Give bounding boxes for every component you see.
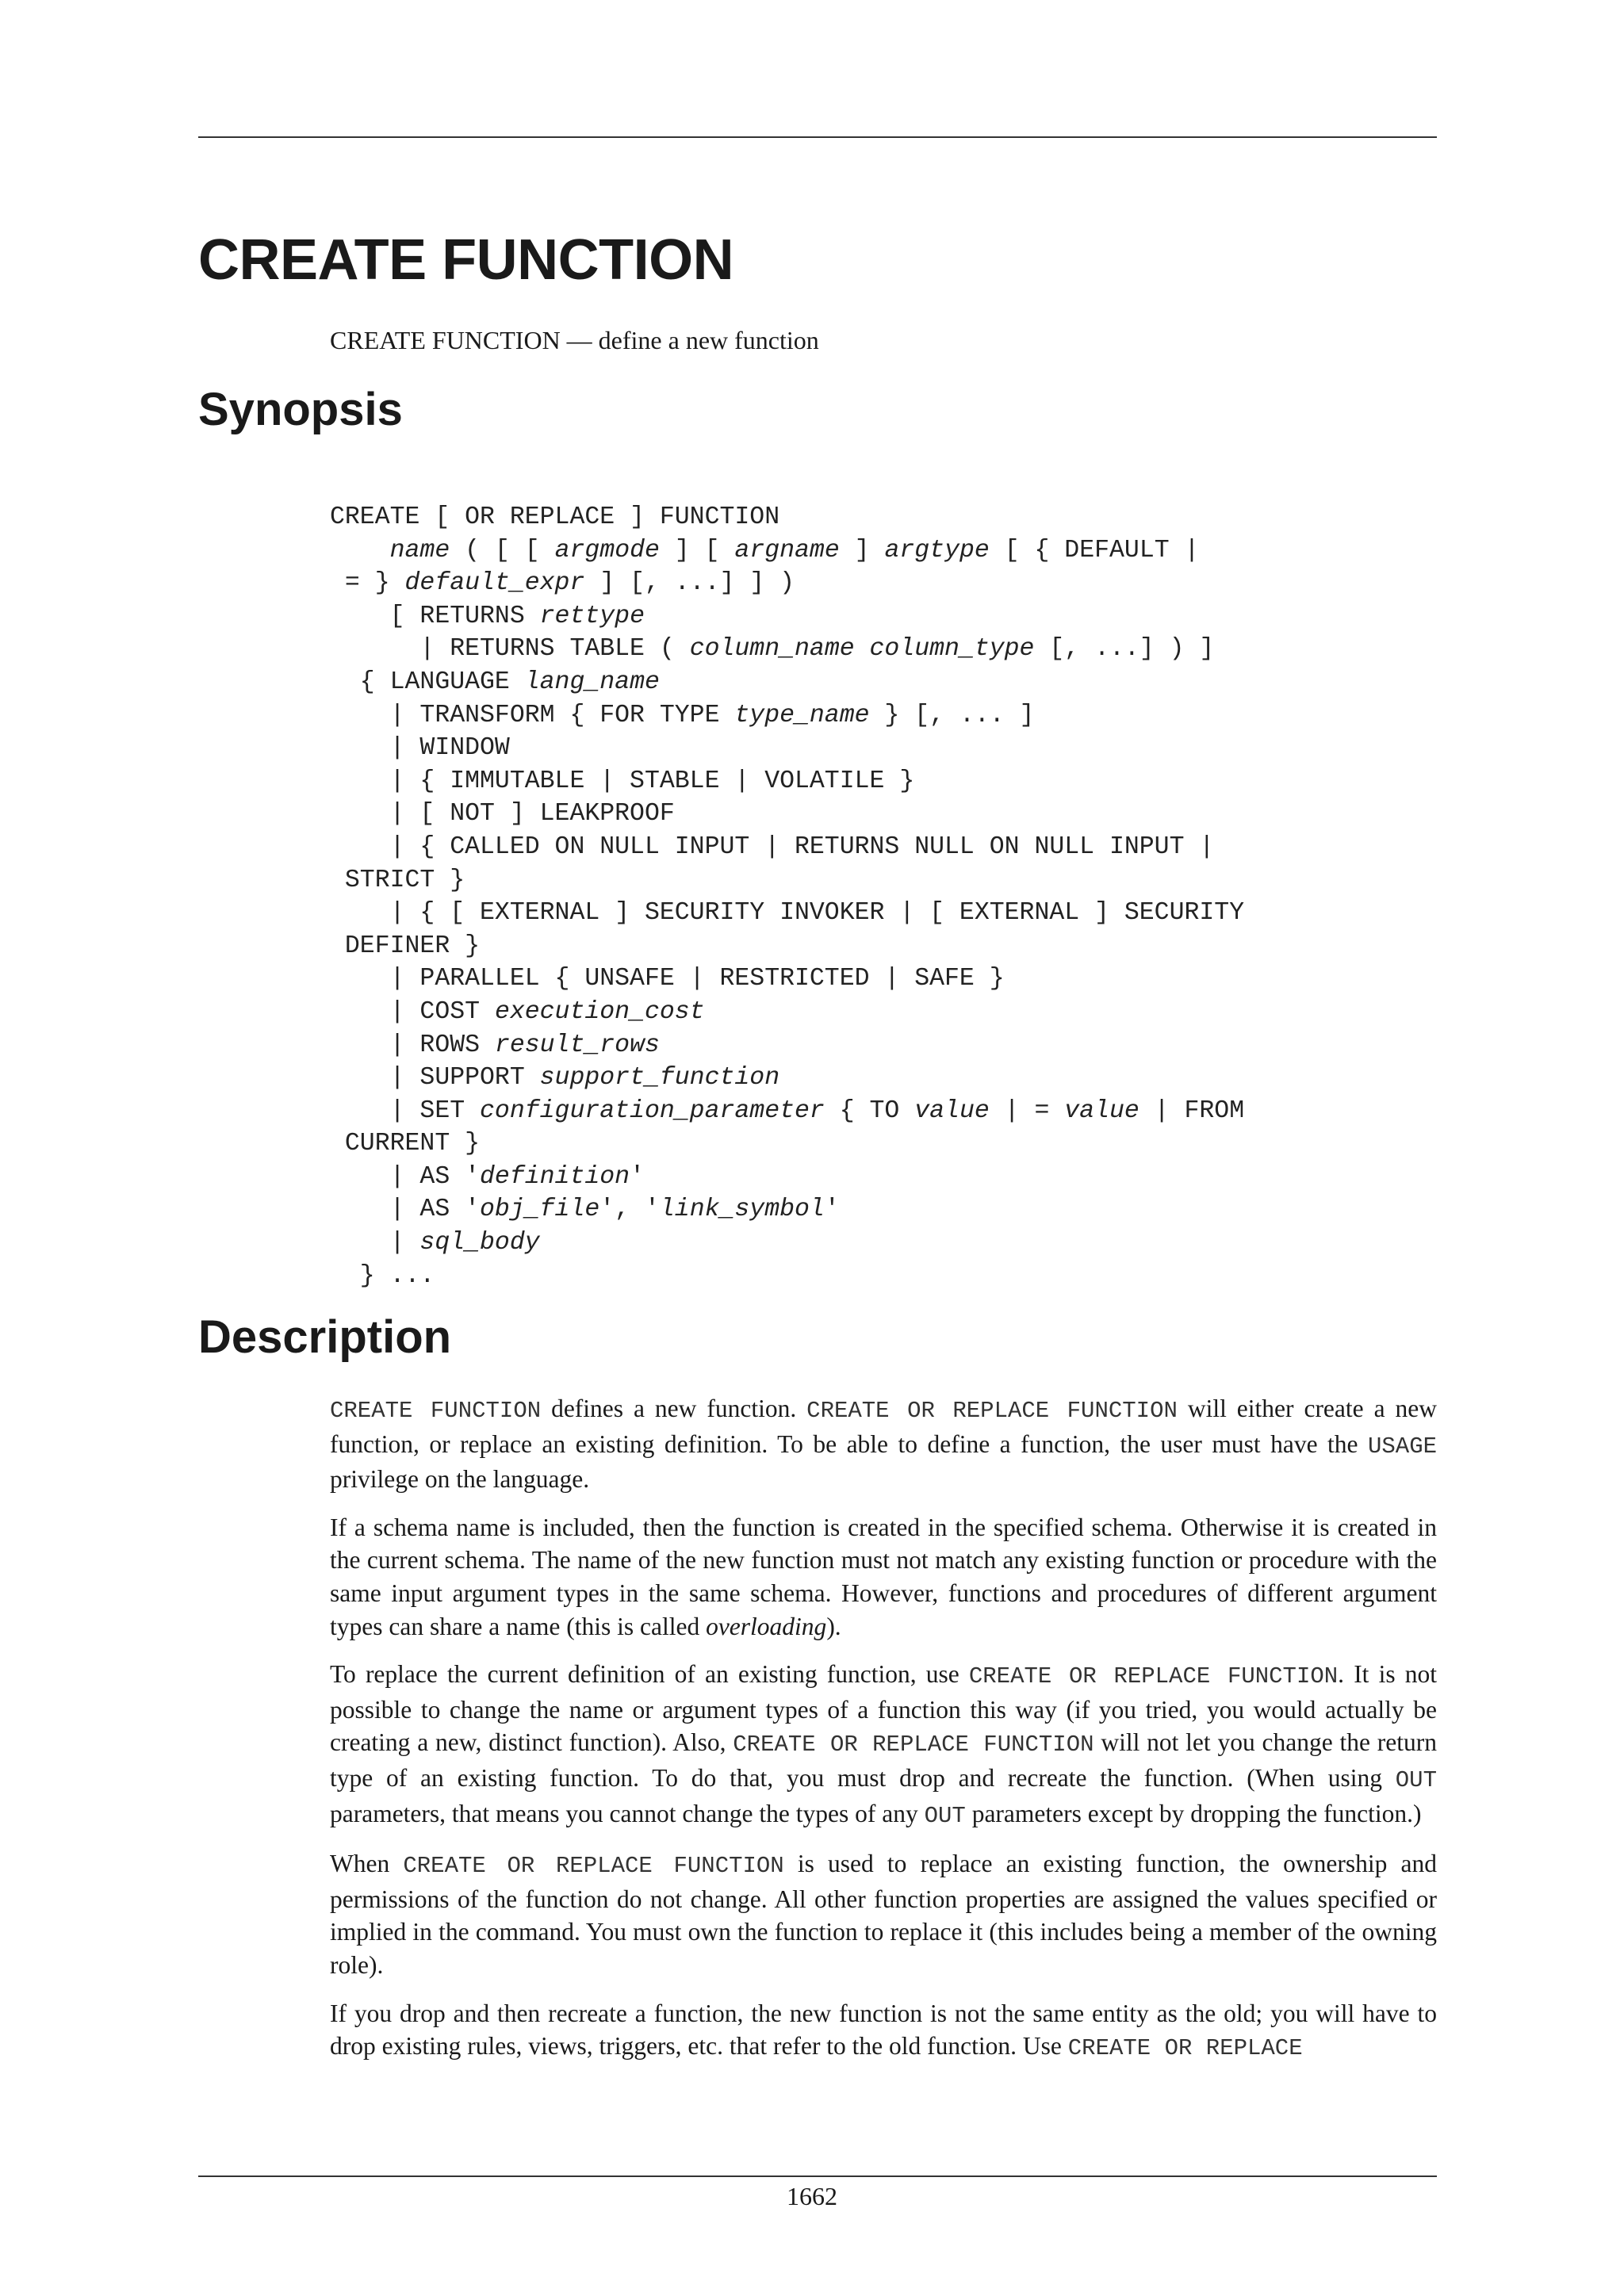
synopsis-text: | { CALLED ON NULL INPUT | RETURNS NULL ON NULL INPUT | [330, 832, 1215, 861]
synopsis-line [330, 734, 510, 762]
synopsis-line [330, 603, 645, 630]
synopsis-text: | { IMMUTABLE | STABLE | VOLATILE } [330, 767, 915, 795]
paragraph-text: is used to replace an existing function, the ownership and permissions of the function do not change. All other function properties are assigned the values specified or implied in the command. You must own the function to replace it (this includes being a member of the owning role). [330, 1850, 1437, 1979]
inline-code: CREATE OR REPLACE FUNCTION [733, 1732, 1094, 1758]
synopsis-text: } ... [330, 1261, 435, 1290]
synopsis-text: ] [ [659, 536, 735, 564]
synopsis-placeholder: support_function [539, 1064, 780, 1093]
header-rule [198, 136, 1437, 138]
inline-code: OUT [1395, 1766, 1437, 1793]
synopsis-line [330, 1130, 480, 1158]
synopsis-text: { LANGUAGE [330, 668, 525, 696]
synopsis-line [330, 1262, 435, 1290]
inline-code: CREATE FUNCTION [330, 1398, 542, 1424]
synopsis-placeholder: execution_cost [494, 997, 705, 1026]
synopsis-line [330, 932, 480, 960]
synopsis-text: CREATE [ OR REPLACE ] FUNCTION [330, 503, 780, 531]
synopsis-heading: Synopsis [198, 384, 403, 435]
inline-code: CREATE OR REPLACE [1067, 2035, 1303, 2062]
synopsis-text: | AS ' [330, 1162, 481, 1191]
synopsis-line [330, 668, 660, 696]
synopsis-text: | = [989, 1096, 1065, 1125]
synopsis-text: [ { DEFAULT | [989, 536, 1200, 564]
synopsis-placeholder: default_expr [404, 569, 585, 598]
synopsis-text: CURRENT } [330, 1130, 481, 1158]
synopsis-line [330, 1031, 660, 1059]
synopsis-text: { TO [824, 1096, 915, 1125]
synopsis-placeholder: argtype [884, 536, 990, 564]
synopsis-line [330, 767, 914, 795]
paragraph-text: . It is not possible to change the name or argument types of a function this way (if you tried, you would actually be creating a new, distinct function). Also, [330, 1660, 1437, 1757]
inline-code: OUT [924, 1802, 966, 1829]
synopsis-text: STRICT } [330, 866, 465, 894]
synopsis-text: ] [839, 536, 885, 564]
paragraph-text: When [330, 1850, 404, 1878]
synopsis-line [330, 1229, 540, 1257]
synopsis-placeholder: result_rows [494, 1031, 660, 1059]
synopsis-text: DEFINER } [330, 932, 481, 960]
footer-rule [198, 2175, 1437, 2177]
paragraph-text: privilege on the language. [330, 1465, 590, 1494]
description-paragraph [330, 1847, 1437, 1981]
synopsis-text: ( [ [ [450, 536, 555, 564]
synopsis-line [330, 867, 465, 894]
inline-code: CREATE OR REPLACE FUNCTION [806, 1398, 1178, 1424]
synopsis-text: [, ...] ) ] [1034, 635, 1215, 664]
page-title: CREATE FUNCTION [198, 228, 734, 292]
paragraph-text: To replace the current definition of an existing function, use [330, 1660, 969, 1689]
synopsis-text: | SET [330, 1096, 481, 1125]
synopsis-line [330, 833, 1214, 861]
synopsis-text: [ RETURNS [330, 602, 540, 630]
synopsis-placeholder: definition [480, 1162, 630, 1191]
inline-code: CREATE OR REPLACE FUNCTION [403, 1853, 784, 1880]
paragraph-text: parameters except by dropping the function.) [965, 1799, 1422, 1827]
synopsis-placeholder: link_symbol [659, 1196, 825, 1224]
synopsis-line [330, 998, 705, 1026]
paragraph-text: parameters, that means you cannot change the types of any [330, 1799, 925, 1827]
synopsis-text: | SUPPORT [330, 1064, 540, 1093]
synopsis-text: | [ NOT ] LEAKPROOF [330, 800, 675, 828]
synopsis-text: | WINDOW [330, 734, 510, 763]
synopsis-text: | PARALLEL { UNSAFE | RESTRICTED | SAFE } [330, 965, 1005, 993]
synopsis-placeholder: argname [734, 536, 840, 564]
synopsis-text: ', ' [599, 1196, 660, 1224]
synopsis-text: | { [ EXTERNAL ] SECURITY INVOKER | [ EXTERNAL ] SECURITY [330, 899, 1245, 928]
synopsis-line [330, 569, 795, 597]
page-number: 1662 [787, 2182, 837, 2210]
synopsis-text: | TRANSFORM { FOR TYPE [330, 701, 735, 729]
synopsis-text: | AS ' [330, 1196, 481, 1224]
synopsis-line [330, 1064, 779, 1092]
synopsis-text: ' [824, 1196, 840, 1224]
synopsis-placeholder: rettype [539, 602, 645, 630]
synopsis-line [330, 503, 779, 531]
synopsis-text: = } [330, 569, 405, 598]
synopsis-text: } [, ... ] [869, 701, 1035, 729]
refpurpose: CREATE FUNCTION — define a new function [330, 326, 819, 354]
synopsis-line [330, 702, 1034, 729]
paragraph-text: ). [826, 1612, 841, 1640]
synopsis-line [330, 1097, 1244, 1125]
synopsis-placeholder: column_name [689, 635, 855, 664]
synopsis-line [330, 1196, 840, 1223]
inline-code: USAGE [1367, 1433, 1437, 1460]
emphasis: overloading [706, 1612, 827, 1640]
paragraph-text: will not let you change the return type of an existing function. To do that, you must drop and recreate the function. (When using [330, 1728, 1437, 1792]
synopsis-line [330, 800, 675, 828]
description-paragraph [330, 1658, 1437, 1832]
synopsis-placeholder: sql_body [419, 1229, 540, 1257]
synopsis-placeholder: lang_name [524, 668, 660, 696]
synopsis-placeholder: name [389, 536, 450, 564]
synopsis-line [330, 965, 1005, 993]
paragraph-text: If a schema name is included, then the function is created in the specified schema. Otherwise it is created in the current schema. The name of the new function must not match any existing function or procedure with the same input argument types in the same schema. However, functions and procedures of different argument types can share a name (this is called [330, 1513, 1437, 1640]
synopsis-placeholder: argmode [554, 536, 660, 564]
synopsis-text [330, 537, 390, 564]
synopsis-code [330, 501, 1244, 1292]
synopsis-text: | FROM [1139, 1096, 1245, 1125]
synopsis-text: | RETURNS TABLE ( [330, 635, 690, 664]
synopsis-text [855, 635, 870, 663]
synopsis-text: ] [, ...] ] ) [584, 569, 795, 598]
synopsis-line [330, 635, 1214, 663]
description-heading: Description [198, 1311, 452, 1363]
synopsis-line [330, 1163, 645, 1191]
synopsis-placeholder: value [1064, 1096, 1139, 1125]
synopsis-text: ' [630, 1162, 645, 1191]
inline-code: CREATE OR REPLACE FUNCTION [968, 1663, 1339, 1690]
synopsis-line [330, 899, 1244, 927]
paragraph-text: If you drop and then recreate a function, the new function is not the same entity as the old; you will have to drop existing rules, views, triggers, etc. that refer to the old function. Use [330, 1999, 1437, 2061]
synopsis-placeholder: obj_file [480, 1196, 600, 1224]
synopsis-placeholder: type_name [734, 701, 870, 729]
paragraph-text: defines a new function. [541, 1395, 807, 1422]
synopsis-line [330, 537, 1199, 564]
synopsis-placeholder: configuration_parameter [480, 1096, 825, 1125]
description-paragraph [330, 1997, 1437, 2065]
synopsis-placeholder: value [914, 1096, 990, 1125]
synopsis-text: | COST [330, 997, 495, 1026]
synopsis-text: | ROWS [330, 1031, 495, 1059]
description-body [330, 1392, 1437, 2080]
synopsis-text: | [330, 1229, 420, 1257]
description-paragraph [330, 1392, 1437, 1496]
paragraph-text: will either create a new function, or replace an existing definition. To be able to define a function, the user must have the [330, 1395, 1437, 1458]
synopsis-placeholder: column_type [869, 635, 1035, 664]
description-paragraph [330, 1511, 1437, 1643]
